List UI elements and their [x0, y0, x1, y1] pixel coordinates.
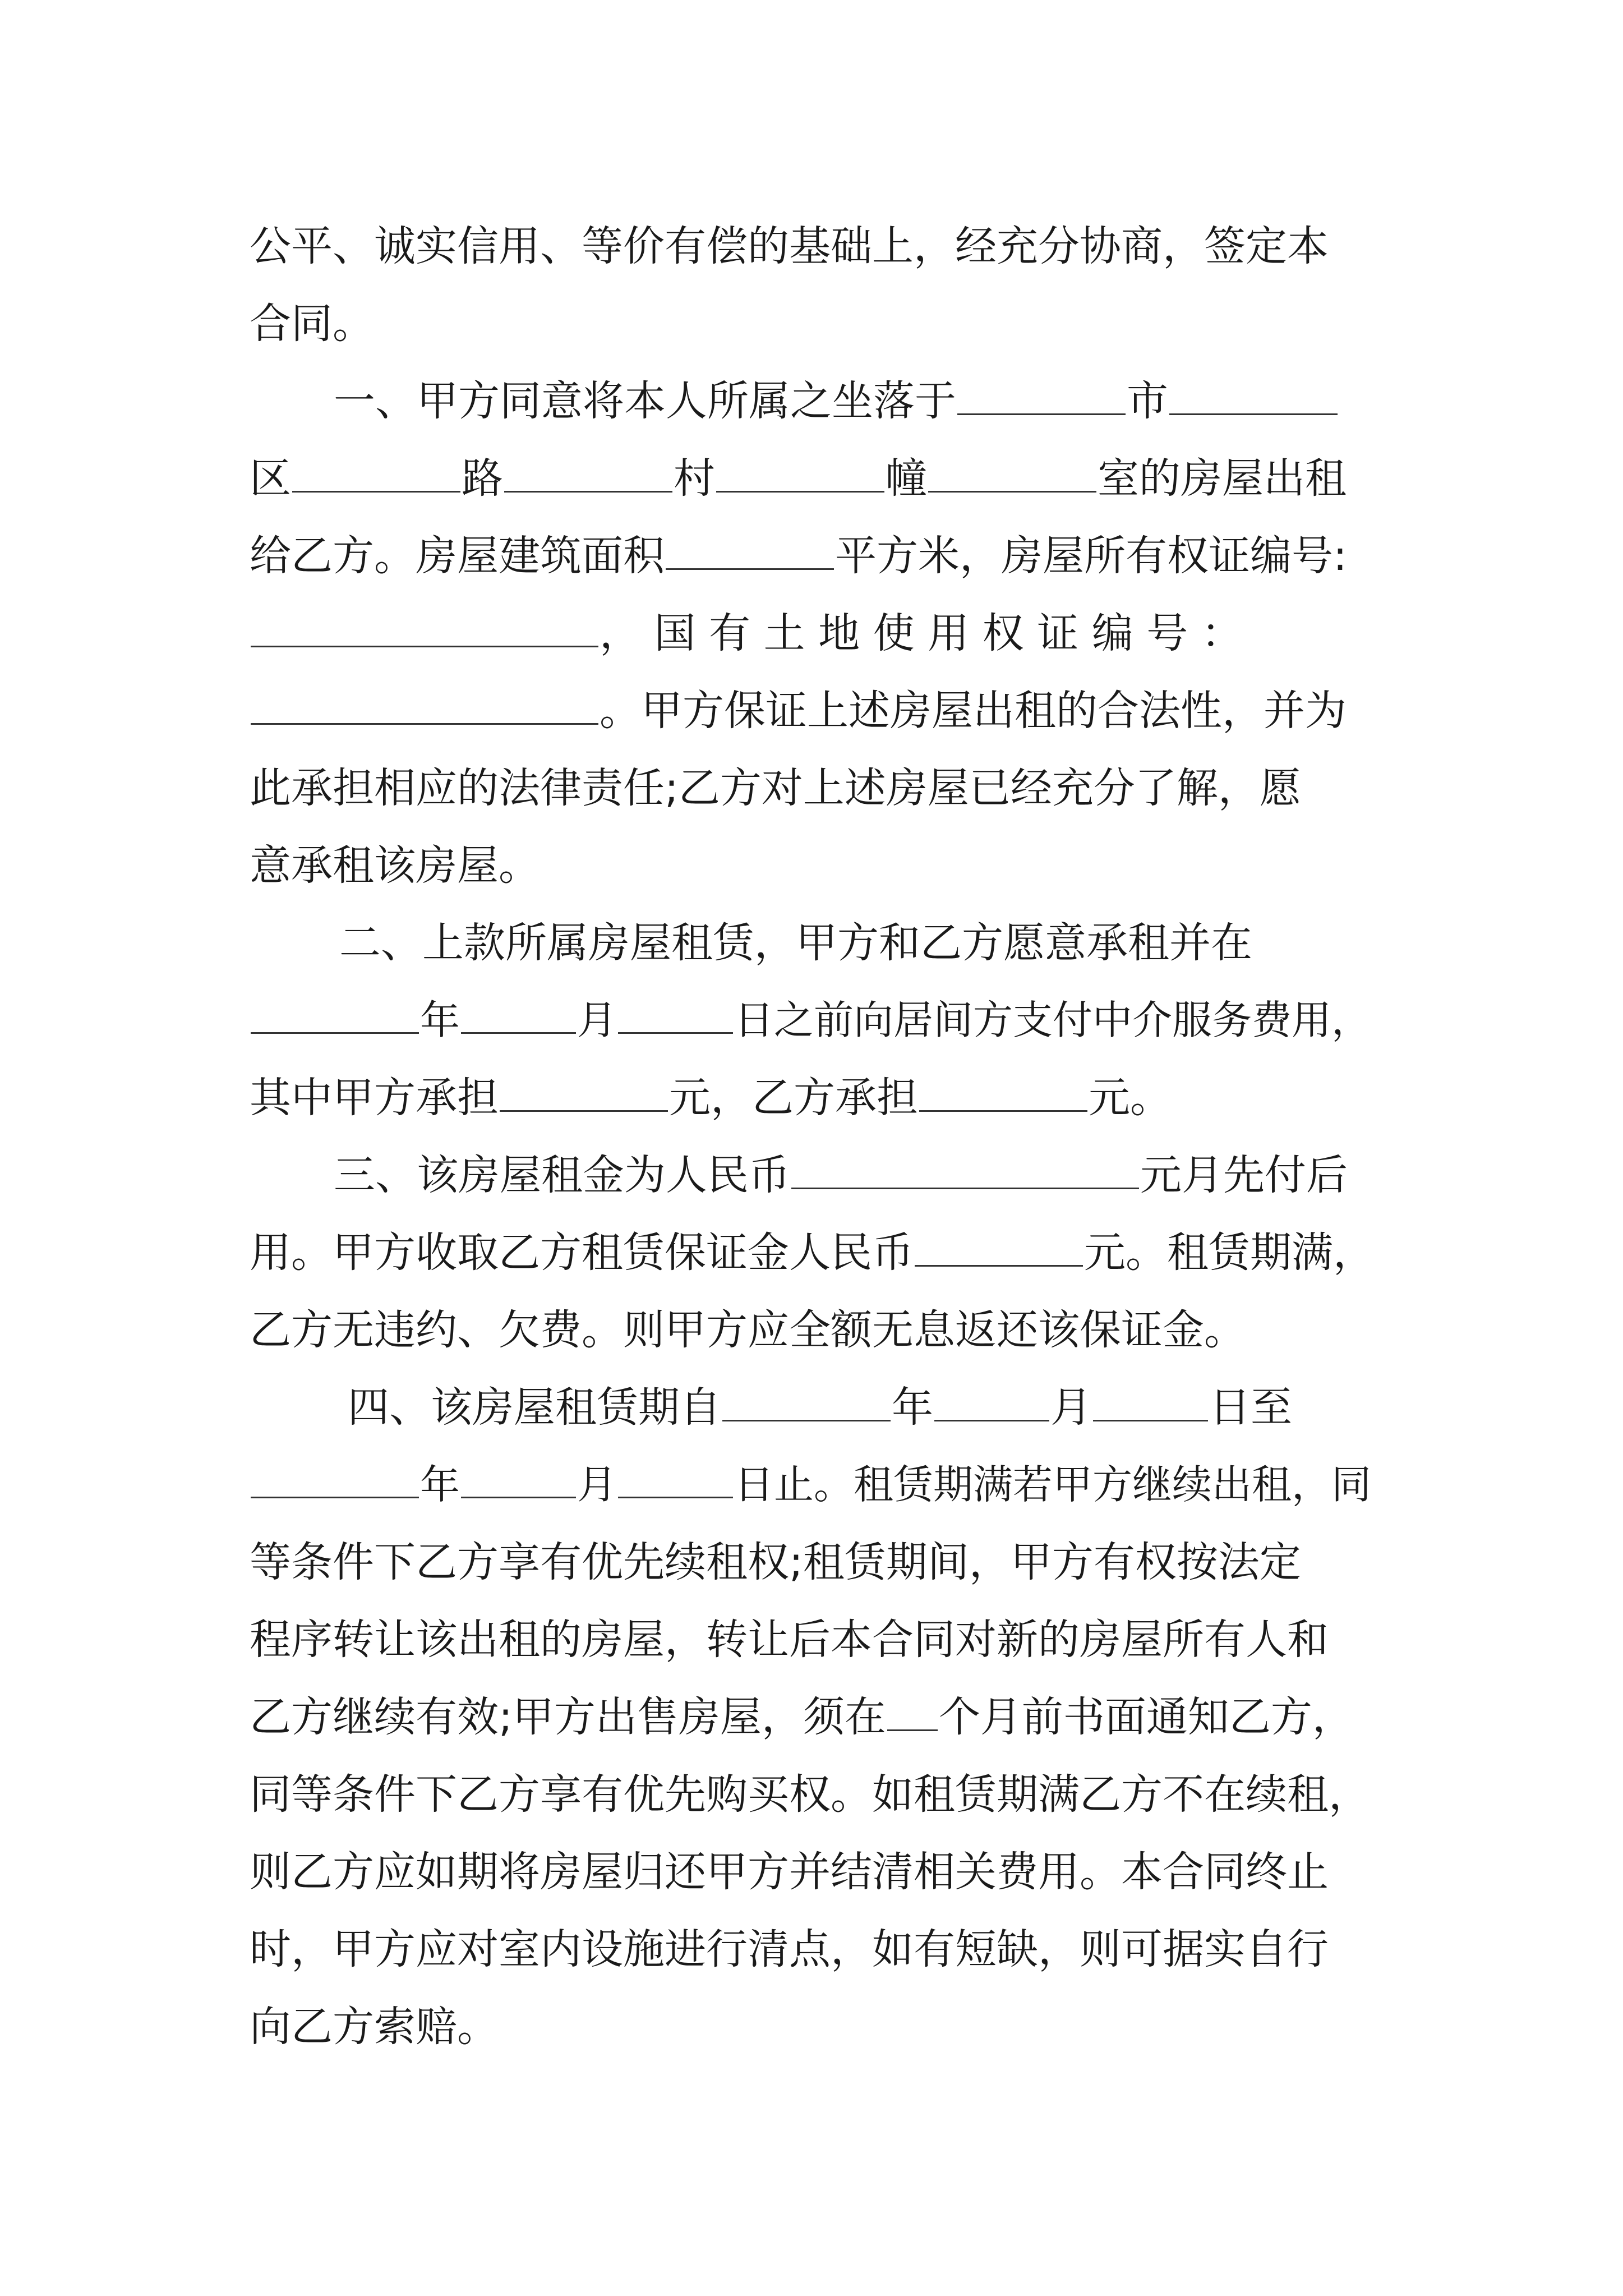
- text-line: [250, 1988, 1377, 2065]
- line-text: 月: [577, 1461, 617, 1508]
- text-line: [250, 1756, 1377, 1833]
- blank-field: [791, 1146, 1139, 1189]
- line-text: 元。租赁期满，: [1084, 1228, 1375, 1277]
- line-text: 合同。: [250, 300, 374, 348]
- text-line: [250, 440, 1377, 517]
- line-text: 年: [420, 1461, 460, 1508]
- line-text: 乙方无违约、欠费。则甲方应全额无息返还该保证金。: [250, 1306, 1246, 1354]
- line-text: 路: [462, 454, 503, 503]
- blank-field: [461, 1455, 576, 1498]
- line-text: 日至: [1209, 1383, 1292, 1432]
- blank-field: [887, 1688, 938, 1731]
- blank-field: [461, 991, 576, 1034]
- blank-field: [928, 449, 1096, 493]
- line-text: 年: [420, 997, 460, 1043]
- text-line: [250, 208, 1377, 285]
- blank-field: [500, 1069, 668, 1112]
- line-text: 一、甲方同意将本人所属之坐落于: [334, 377, 956, 425]
- blank-field: [934, 1378, 1049, 1421]
- clause-2-line: [250, 904, 1377, 982]
- line-text: 月: [577, 997, 617, 1043]
- clause-1-line: [250, 362, 1377, 440]
- blank-field: [251, 1455, 419, 1498]
- text-line: [250, 672, 1377, 749]
- line-text: 室的房屋出租: [1098, 454, 1347, 503]
- line-text: 程序转让该出租的房屋，转让后本合同对新的房屋所有人和: [250, 1616, 1329, 1664]
- line-text: ， 国 有 土 地 使 用 权 证 编 号 ：: [600, 609, 1243, 657]
- text-line: [250, 1524, 1377, 1601]
- contract-page: [250, 208, 1377, 2065]
- blank-field: [618, 1455, 733, 1498]
- line-text: 元，乙方承担: [669, 1074, 918, 1122]
- text-line: [250, 285, 1377, 362]
- blank-field: [1093, 1378, 1208, 1421]
- blank-field: [957, 372, 1126, 415]
- text-line: [250, 595, 1377, 672]
- blank-field: [251, 682, 598, 725]
- blank-field: [722, 1378, 891, 1421]
- text-line: [250, 749, 1377, 827]
- text-line: [250, 1291, 1377, 1369]
- clause-3-line: [250, 1137, 1377, 1214]
- text-line: [250, 1214, 1377, 1291]
- line-text: 。甲方保证上述房屋出租的合法性，并为: [600, 687, 1347, 735]
- blank-field: [292, 449, 460, 493]
- blank-field: [919, 1069, 1087, 1112]
- line-text: 则乙方应如期将房屋归还甲方并结清相关费用。本合同终止: [250, 1848, 1329, 1896]
- line-text: 时，甲方应对室内设施进行清点，如有短缺，则可据实自行: [250, 1925, 1329, 1973]
- line-text: 市: [1127, 377, 1168, 425]
- line-text: 给乙方。房屋建筑面积: [250, 532, 665, 580]
- line-text: 四、该房屋租赁期自: [348, 1383, 721, 1432]
- line-text: 年: [892, 1383, 933, 1432]
- blank-field: [251, 604, 598, 647]
- line-text: 平方米，房屋所有权证编号:: [835, 532, 1347, 580]
- line-text: 乙方继续有效;甲方出售房屋，须在: [250, 1693, 886, 1741]
- text-line: [250, 1833, 1377, 1911]
- text-line: [250, 1059, 1377, 1137]
- line-text: 此承担相应的法律责任;乙方对上述房屋已经充分了解，愿: [250, 764, 1301, 812]
- blank-field: [504, 449, 672, 493]
- line-text: 用。甲方收取乙方租赁保证金人民币: [250, 1228, 914, 1277]
- text-line: [250, 1601, 1377, 1678]
- line-text: 三、该房屋租金为人民币: [334, 1151, 790, 1199]
- text-line: [250, 1678, 1377, 1756]
- line-text: 公平、诚实信用、等价有偿的基础上，经充分协商，签定本: [250, 222, 1329, 270]
- line-text: 元月先付后: [1140, 1151, 1348, 1199]
- blank-field: [1169, 372, 1338, 415]
- blank-field: [666, 527, 834, 570]
- line-text: 向乙方索赔。: [250, 2003, 499, 2051]
- text-line: [250, 982, 1377, 1059]
- blank-field: [915, 1223, 1083, 1267]
- line-text: 个月前书面通知乙方，: [938, 1693, 1354, 1741]
- clause-4-line: [250, 1369, 1377, 1446]
- line-text: 元。: [1089, 1074, 1172, 1122]
- text-line: [250, 517, 1377, 595]
- blank-field: [716, 449, 884, 493]
- line-text: 幢: [886, 454, 927, 503]
- line-text: 等条件下乙方享有优先续租权;租赁期间，甲方有权按法定: [250, 1538, 1301, 1586]
- line-text: 意承租该房屋。: [250, 841, 540, 890]
- line-text: 村: [674, 454, 715, 503]
- text-line: [250, 1911, 1377, 1988]
- line-text: 其中甲方承担: [250, 1074, 499, 1122]
- line-text: 日之前向居间方支付中介服务费用，: [734, 997, 1372, 1043]
- text-line: [250, 1446, 1377, 1524]
- line-text: 区: [250, 454, 291, 503]
- text-line: [250, 827, 1377, 904]
- line-text: 月: [1050, 1383, 1092, 1432]
- line-text: 同等条件下乙方享有优先购买权。如租赁期满乙方不在续租，: [250, 1770, 1370, 1819]
- blank-field: [618, 991, 733, 1034]
- blank-field: [251, 991, 419, 1034]
- line-text: 二、上款所属房屋租赁，甲方和乙方愿意承租并在: [339, 919, 1252, 967]
- line-text: 日止。租赁期满若甲方继续出租，同: [734, 1461, 1372, 1508]
